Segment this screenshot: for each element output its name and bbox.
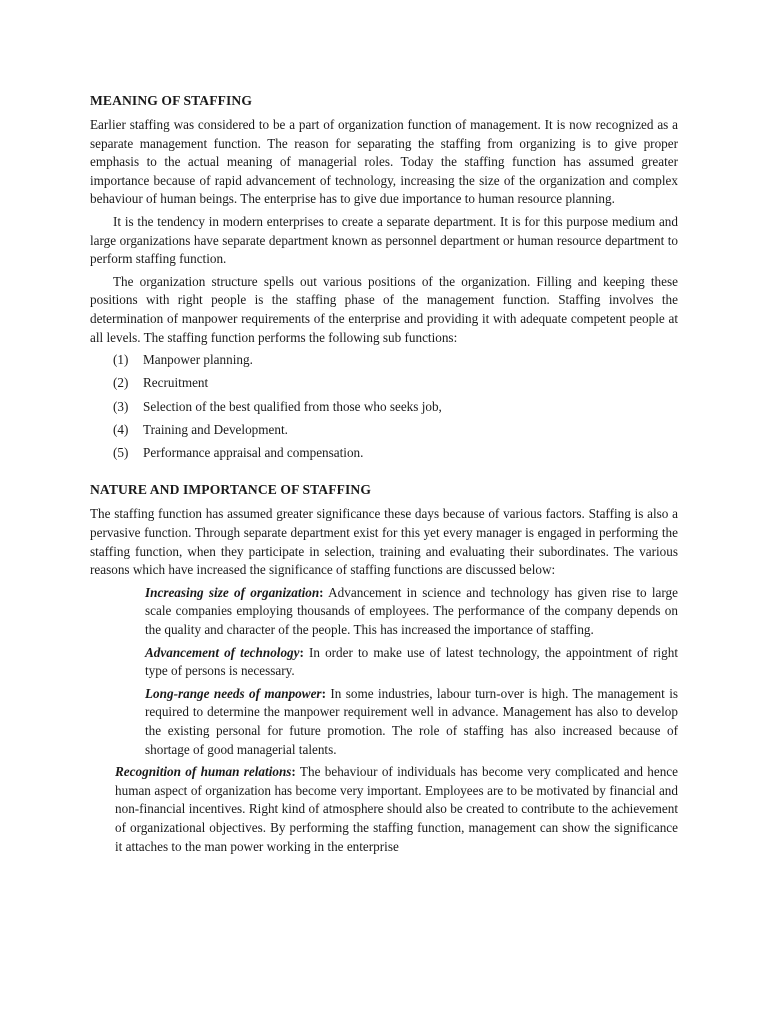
factor-text: The behaviour of individuals has become very complicated and hence human aspect of organization has become very important. Employees are to be motivated by financial and non-financial incentives. Right kind of atmosphere should also be created to contribute to the achievement of organizational objectives. By performing the staffing function, management can show the significance it attaches to the man power working in the enterprise (115, 764, 678, 854)
paragraph: It is the tendency in modern enterprises to create a separate department. It is for this purpose medium and large organizations have separate department known as personnel department or human resource department to perform staffing function. (90, 213, 678, 267)
factor-term: Increasing size of organization (145, 584, 320, 600)
list-item-text: Manpower planning. (143, 352, 253, 368)
list-item (113, 398, 678, 417)
factor-paragraph (145, 584, 678, 640)
list-item (113, 351, 678, 370)
list-item-number: (2) (113, 375, 129, 391)
section-heading: MEANING OF STAFFING (90, 93, 253, 108)
section-heading: NATURE AND IMPORTANCE OF STAFFING (90, 482, 371, 498)
factor-colon: : (319, 584, 324, 600)
factor-term: Long-range needs of manpower (145, 685, 322, 701)
factor-text: In order to make use of latest technology, the appointment of right type of persons is necessary. (145, 644, 679, 679)
list-item-number: (3) (113, 398, 129, 414)
list-item-number: (1) (113, 352, 129, 368)
paragraph: Earlier staffing was considered to be a part of organization function of management. It is now recognized as a separate management function. The reason for separating the staffing from organizing is to give proper emphasis to the actual meaning of managerial roles. Today the staffing function has assumed greater importance because of rapid advancement of technology, increasing the size of the organization and complex behaviour of human beings. The enterprise has to give due importance to human resource planning. (90, 117, 678, 207)
subfunction-list (113, 351, 678, 462)
factor-colon: : (299, 644, 304, 660)
list-item-text: Performance appraisal and compensation. (143, 444, 364, 460)
factor-term: Advancement of technology (145, 644, 300, 660)
list-item-number: (5) (113, 444, 129, 460)
factor-paragraph (145, 644, 678, 681)
section-nature-and-importance (90, 481, 678, 856)
section-meaning-of-staffing (90, 92, 678, 462)
list-item-text: Selection of the best qualified from those who seeks job, (143, 398, 442, 414)
factor-text: Advancement in science and technology has given rise to large scale companies employing thousands of employees. The performance of the company depends on the quality and character of the people. This has increased the importance of staffing. (145, 584, 678, 638)
factor-term: Recognition of human relations (115, 764, 292, 780)
paragraph: The staffing function has assumed greater significance these days because of various factors. Staffing is also a pervasive function. Through separate department exist for this yet every manager is engaged in performing the staffing function, when they participate in selection, training and evaluating their subordinates. The various reasons which have increased the significance of staffing functions are discussed below: (90, 506, 678, 578)
factor-colon: : (291, 764, 296, 780)
list-item-text: Recruitment (143, 375, 209, 391)
factor-paragraph (115, 763, 678, 856)
list-item (113, 421, 678, 440)
factor-paragraph (145, 685, 678, 759)
list-item-text: Training and Development. (143, 421, 288, 437)
list-item (113, 374, 678, 393)
list-item-number: (4) (113, 421, 129, 437)
factor-colon: : (321, 685, 326, 701)
document-page (90, 92, 678, 860)
paragraph: The organization structure spells out various positions of the organization. Filling and keeping these positions with right people is the staffing phase of the management function. Staffing involves the determination of manpower requirements of the enterprise and providing it with adequate competent people at all levels. The staffing function performs the following sub functions: (90, 273, 678, 345)
list-item (113, 444, 678, 463)
factor-text: In some industries, labour turn-over is high. The management is required to determine the manpower requirement well in advance. Management has also to develop the existing personal for future promotion. The role of staffing has also increased because of shortage of good managerial talents. (145, 685, 678, 757)
